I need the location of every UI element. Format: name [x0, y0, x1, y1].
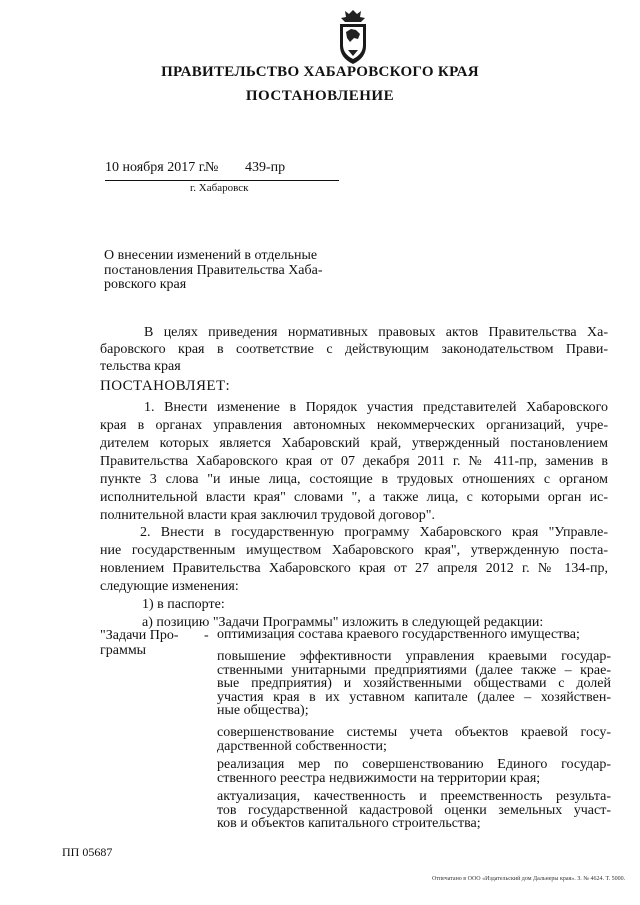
resolves-heading: ПОСТАНОВЛЯЕТ:: [100, 378, 231, 394]
document-number: 439-пр: [245, 160, 286, 175]
para1-line: края в органах управления автономных некоммерческих организаций, учре-: [100, 418, 608, 433]
tasks-dash: -: [204, 628, 209, 643]
document-code: ПП 05687: [62, 845, 113, 859]
date-number-line: [105, 160, 339, 181]
task-item: [217, 758, 611, 785]
printer-imprint: Отпечатано в ООО «Издательский дом Дальнеры края». З. № 4624. Т. 5000.: [432, 876, 626, 882]
number-sign: №: [205, 160, 219, 175]
document-type: ПОСТАНОВЛЕНИЕ: [245, 88, 395, 104]
task-item-line: ков и объектов капитального строительства;: [217, 816, 481, 831]
task-item-line: ственного реестра недвижимости на территории края;: [217, 770, 541, 786]
task-item-line: реализация мер по совершенствованию Единого государ-: [217, 757, 611, 772]
para2-line: 2. Внести в государственную программу Хабаровского края "Управле-: [140, 525, 608, 540]
task-item-line: оптимизация состава краевого государственного имущества;: [217, 627, 580, 642]
organization-title: ПРАВИТЕЛЬСТВО ХАБАРОВСКОГО КРАЯ: [161, 64, 479, 80]
para1-line: Правительства Хабаровского края от 07 декабря 2011 г. № 411-пр, заменив в: [100, 454, 608, 469]
intro-line: баровского края в соответствие с действующим законодательством Прави-: [100, 342, 608, 357]
tasks-label-line: "Задачи Про-: [100, 628, 179, 643]
intro-line: тельства края: [100, 359, 181, 374]
para2-line: следующие изменения:: [100, 579, 239, 594]
task-item-line: тов государственной кадастровой оценки земельных участ-: [217, 802, 611, 818]
task-item-line: дарственной собственности;: [217, 738, 387, 754]
para2-line: ние государственным имуществом Хабаровского края", утвержденную поста-: [100, 543, 608, 558]
task-item-line: участия края в их уставном капитале (далее – хозяйствен-: [217, 689, 611, 705]
task-item: [217, 790, 611, 831]
tasks-label-line: граммы: [100, 643, 147, 658]
city: г. Хабаровск: [190, 182, 249, 194]
task-item-line: вые предприятия) и хозяйственными обществами с долей: [217, 676, 611, 691]
task-item: [217, 726, 611, 753]
document-date: 10 ноября 2017 г.: [105, 160, 207, 175]
task-item-line: ные общества);: [217, 703, 309, 718]
subject-line: О внесении изменений в отдельные: [104, 248, 318, 263]
para1-line: исполнительной власти края" словами ", а также лица, с которыми орган ис-: [100, 490, 608, 505]
para1-line: 1. Внести изменение в Порядок участия представителей Хабаровского: [144, 400, 608, 415]
subitem-1: 1) в паспорте:: [142, 597, 225, 612]
subject-line: постановления Правительства Хаба-: [104, 262, 323, 278]
subitem-1a: а) позицию "Задачи Программы" изложить в следующей редакции:: [142, 615, 544, 630]
para1-line: полнительной власти края заключил трудовой договор".: [100, 508, 435, 523]
task-item-line: ственными унитарными предприятиями (далее также – крае-: [217, 662, 611, 678]
intro-line: В целях приведения нормативных правовых актов Правительства Ха-: [144, 325, 608, 340]
para1-line: дителем которых является Хабаровский край, утвержденный постановлением: [100, 436, 608, 451]
task-item: [217, 628, 611, 642]
task-item-line: совершенствование системы учета объектов краевой госу-: [217, 725, 611, 740]
task-item-line: повышение эффективности управления краевыми государ-: [217, 649, 611, 664]
task-item-line: актуализация, качественность и преемственность результа-: [217, 789, 611, 804]
document-subject: [104, 249, 344, 293]
khabarovsk-coat-of-arms-icon: [334, 8, 372, 66]
tasks-label: [100, 628, 200, 658]
para1-line: пункте 3 слова "и иные лица, состоящие в трудовых отношениях с органом: [100, 472, 608, 487]
para2-line: новлением Правительства Хабаровского края от 27 апреля 2012 г. № 134-пр,: [100, 561, 608, 576]
subject-line: ровского края: [104, 277, 187, 292]
task-item: [217, 650, 611, 718]
